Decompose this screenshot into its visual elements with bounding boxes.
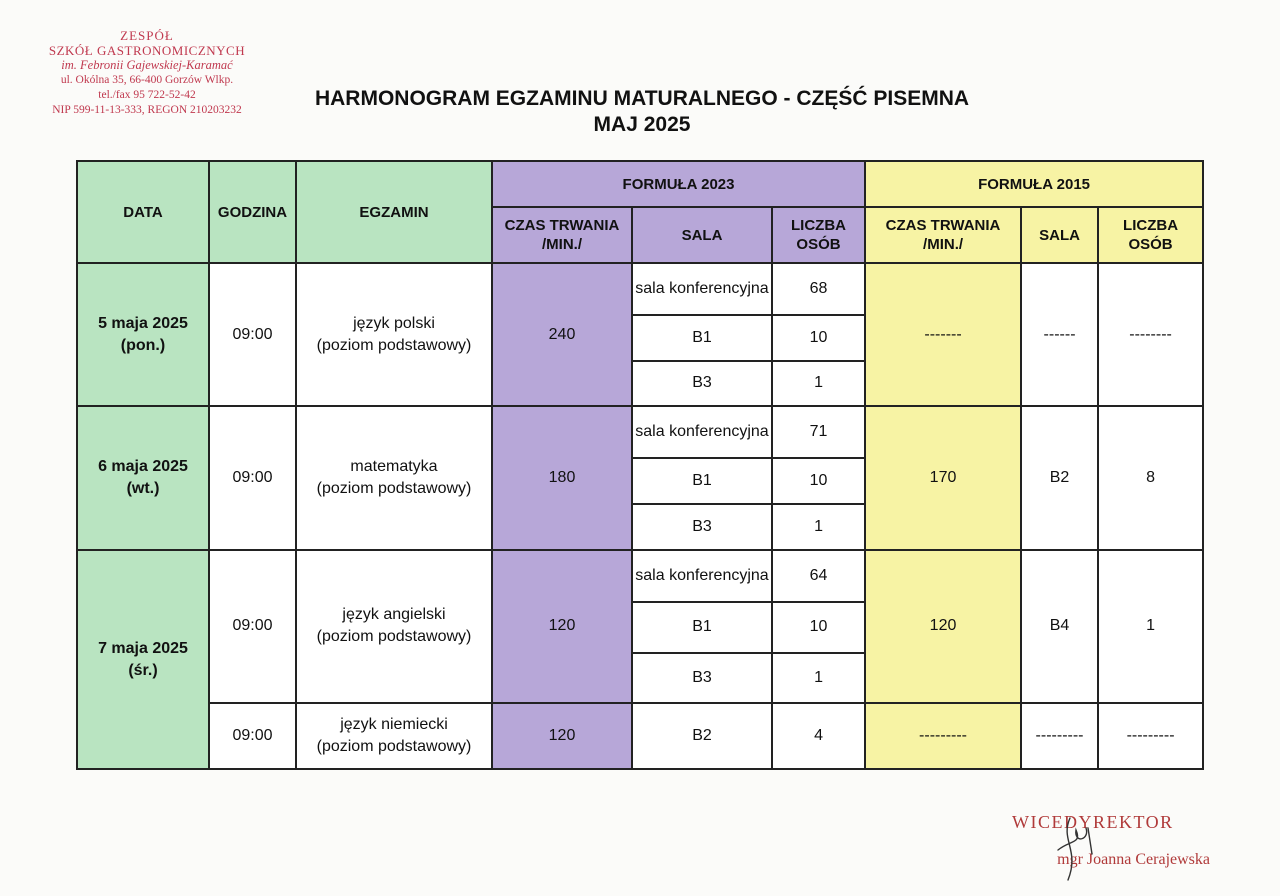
- time-cell: 09:00: [209, 550, 296, 702]
- exam-cell: [296, 703, 492, 769]
- room-2015-cell: ------: [1021, 263, 1098, 405]
- duration-2023-cell: 240: [492, 263, 632, 405]
- signature-role: WICEDYREKTOR: [1012, 812, 1174, 832]
- count-cell: 10: [772, 458, 865, 504]
- stamp-line: im. Febronii Gajewskiej-Karamać: [61, 58, 233, 72]
- exam-name: język angielski: [342, 606, 446, 624]
- weekday-text: (pon.): [120, 336, 166, 354]
- title-subline: MAJ 2025: [593, 113, 691, 136]
- count-cell: 64: [772, 550, 865, 602]
- header-data: DATA: [77, 161, 209, 263]
- date-text: 5 maja 2025: [98, 314, 188, 332]
- time-cell: 09:00: [209, 406, 296, 550]
- stamp-line: NIP 599-11-13-333, REGON 210203232: [52, 104, 242, 116]
- room-cell: sala konferencyjna: [632, 263, 772, 315]
- exam-schedule-table: [76, 160, 1204, 770]
- count-cell: 1: [772, 504, 865, 550]
- exam-cell: [296, 550, 492, 702]
- room-cell: sala konferencyjna: [632, 550, 772, 602]
- exam-cell: [296, 263, 492, 405]
- header-sala-2015: SALA: [1021, 207, 1098, 263]
- room-2015-cell: B2: [1021, 406, 1098, 550]
- page-title: [268, 86, 1016, 138]
- exam-name: język niemiecki: [340, 715, 448, 733]
- room-cell: B3: [632, 653, 772, 703]
- weekday-text: (wt.): [126, 479, 160, 497]
- room-2015-cell: ---------: [1021, 703, 1098, 769]
- date-cell: [77, 263, 209, 405]
- count-cell: 10: [772, 315, 865, 360]
- header-formula-2015: FORMUŁA 2015: [865, 161, 1203, 207]
- weekday-text: (śr.): [128, 661, 158, 679]
- time-cell: 09:00: [209, 703, 296, 769]
- school-stamp: [22, 28, 272, 118]
- header-egzamin: EGZAMIN: [296, 161, 492, 263]
- stamp-line: ul. Okólna 35, 66-400 Gorzów Wlkp.: [60, 74, 234, 86]
- exam-level: (poziom podstawowy): [316, 336, 472, 354]
- room-cell: B1: [632, 315, 772, 360]
- date-cell: [77, 406, 209, 550]
- count-2015-cell: --------: [1098, 263, 1203, 405]
- header-czas-trwania-2023: CZAS TRWANIA /MIN./: [492, 207, 632, 263]
- count-2015-cell: 8: [1098, 406, 1203, 550]
- date-cell: [77, 550, 209, 769]
- count-cell: 4: [772, 703, 865, 769]
- exam-level: (poziom podstawowy): [316, 628, 472, 646]
- time-cell: 09:00: [209, 263, 296, 405]
- date-text: 7 maja 2025: [98, 639, 188, 657]
- duration-2015-cell: -------: [865, 263, 1021, 405]
- room-cell: B2: [632, 703, 772, 769]
- header-liczba-osob-2015: LICZBA OSÓB: [1098, 207, 1203, 263]
- exam-level: (poziom podstawowy): [316, 737, 472, 755]
- count-cell: 10: [772, 602, 865, 652]
- count-cell: 1: [772, 361, 865, 406]
- room-2015-cell: B4: [1021, 550, 1098, 702]
- room-cell: B1: [632, 458, 772, 504]
- duration-2023-cell: 180: [492, 406, 632, 550]
- room-cell: B1: [632, 602, 772, 652]
- stamp-line: tel./fax 95 722-52-42: [98, 89, 196, 101]
- room-cell: B3: [632, 504, 772, 550]
- header-czas-trwania-2015: CZAS TRWANIA /MIN./: [865, 207, 1021, 263]
- duration-2015-cell: 120: [865, 550, 1021, 702]
- exam-cell: [296, 406, 492, 550]
- room-cell: sala konferencyjna: [632, 406, 772, 458]
- title-line: HARMONOGRAM EGZAMINU MATURALNEGO - CZĘŚĆ PISEMNA: [314, 87, 970, 110]
- stamp-line: SZKÓŁ GASTRONOMICZNYCH: [48, 43, 246, 58]
- stamp-line: ZESPÓŁ: [120, 28, 174, 43]
- exam-level: (poziom podstawowy): [316, 479, 472, 497]
- duration-2023-cell: 120: [492, 550, 632, 702]
- signature-name: mgr Joanna Cerajewska: [1057, 851, 1210, 868]
- duration-2023-cell: 120: [492, 703, 632, 769]
- header-godzina: GODZINA: [209, 161, 296, 263]
- count-cell: 68: [772, 263, 865, 315]
- room-cell: B3: [632, 361, 772, 406]
- duration-2015-cell: ---------: [865, 703, 1021, 769]
- count-cell: 71: [772, 406, 865, 458]
- exam-name: język polski: [353, 314, 435, 332]
- count-2015-cell: 1: [1098, 550, 1203, 702]
- date-text: 6 maja 2025: [98, 457, 188, 475]
- count-2015-cell: ---------: [1098, 703, 1203, 769]
- duration-2015-cell: 170: [865, 406, 1021, 550]
- handwritten-signature-icon: [1040, 810, 1110, 886]
- exam-name: matematyka: [350, 457, 438, 475]
- header-liczba-osob-2023: LICZBA OSÓB: [772, 207, 865, 263]
- header-sala-2023: SALA: [632, 207, 772, 263]
- count-cell: 1: [772, 653, 865, 703]
- header-formula-2023: FORMUŁA 2023: [492, 161, 865, 207]
